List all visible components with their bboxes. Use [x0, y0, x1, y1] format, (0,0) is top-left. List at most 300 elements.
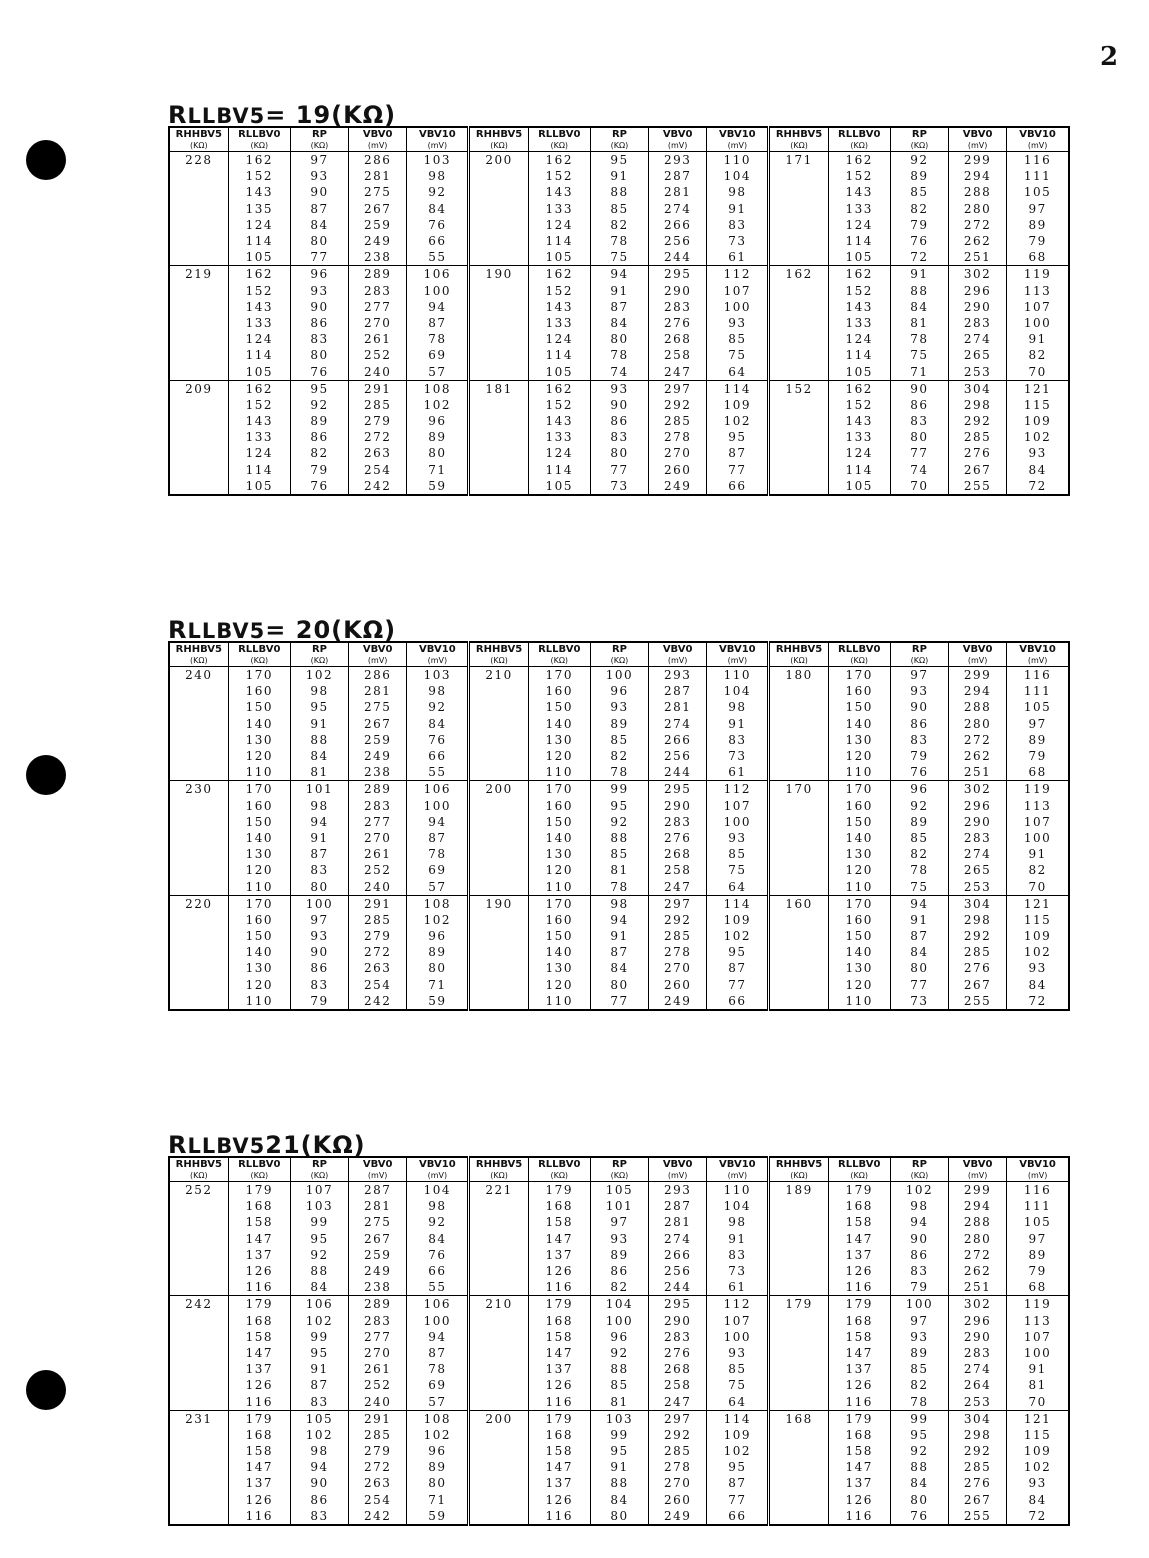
- value-cell: 292: [649, 1427, 707, 1443]
- value-cell: 71: [407, 977, 469, 993]
- value-cell: 279: [349, 928, 407, 944]
- value-cell: 105: [290, 1410, 348, 1427]
- column-header-name: VBV0: [962, 644, 993, 655]
- value-cell: 94: [590, 912, 648, 928]
- table-row: [169, 732, 1069, 748]
- value-cell: 88: [290, 732, 348, 748]
- value-cell: 98: [707, 699, 769, 715]
- value-cell: 147: [228, 1231, 290, 1247]
- value-cell: 252: [349, 862, 407, 878]
- value-cell: 124: [228, 445, 290, 461]
- value-cell: 292: [949, 413, 1007, 429]
- column-header-unit: (KΩ): [850, 656, 869, 665]
- value-cell: 238: [349, 249, 407, 266]
- table-row: [169, 184, 1069, 200]
- value-cell: 82: [290, 445, 348, 461]
- value-cell: 77: [890, 445, 948, 461]
- value-cell: 267: [349, 201, 407, 217]
- value-cell: 100: [407, 283, 469, 299]
- value-cell: 137: [528, 1475, 590, 1491]
- value-cell: 261: [349, 331, 407, 347]
- table-row: [169, 1296, 1069, 1313]
- value-cell: 290: [649, 283, 707, 299]
- column-header-unit: (KΩ): [190, 1171, 208, 1180]
- column-header-unit: (KΩ): [250, 141, 269, 150]
- value-cell: 100: [890, 1296, 948, 1313]
- value-cell: 179: [828, 1182, 890, 1199]
- value-cell: 105: [228, 478, 290, 495]
- column-header-unit: (mV): [367, 656, 388, 665]
- value-cell: 152: [828, 168, 890, 184]
- value-cell: 105: [1007, 699, 1069, 715]
- value-cell: 102: [1007, 429, 1069, 445]
- column-header: [590, 127, 648, 152]
- value-cell: 97: [1007, 201, 1069, 217]
- value-cell: 61: [707, 1279, 769, 1296]
- column-header-unit: (KΩ): [490, 141, 508, 150]
- table-row: [169, 1329, 1069, 1345]
- value-cell: 100: [290, 895, 348, 912]
- value-cell: 111: [1007, 683, 1069, 699]
- value-cell: 249: [349, 233, 407, 249]
- table-row: [169, 299, 1069, 315]
- value-cell: 66: [707, 993, 769, 1010]
- value-cell: 116: [828, 1508, 890, 1525]
- column-header: [590, 1157, 648, 1182]
- value-cell: 120: [828, 862, 890, 878]
- column-header: [707, 642, 769, 667]
- value-cell: 105: [528, 363, 590, 380]
- value-cell: 95: [290, 1231, 348, 1247]
- value-cell: 105: [828, 249, 890, 266]
- value-cell: 278: [649, 429, 707, 445]
- table-row: [169, 168, 1069, 184]
- value-cell: 152: [228, 283, 290, 299]
- value-cell: 283: [349, 1313, 407, 1329]
- value-cell: 98: [290, 798, 348, 814]
- value-cell: 92: [590, 814, 648, 830]
- value-cell: 91: [590, 168, 648, 184]
- value-cell: 294: [949, 683, 1007, 699]
- value-cell: 68: [1007, 764, 1069, 781]
- column-header: [1007, 1157, 1069, 1182]
- value-cell: 147: [828, 1459, 890, 1475]
- value-cell: 137: [828, 1247, 890, 1263]
- value-cell: 89: [890, 168, 948, 184]
- value-cell: 109: [707, 1427, 769, 1443]
- value-cell: 72: [890, 249, 948, 266]
- table-row: [169, 683, 1069, 699]
- column-header-unit: (KΩ): [550, 656, 569, 665]
- column-header-unit: (mV): [667, 1171, 688, 1180]
- value-cell: 96: [590, 683, 648, 699]
- value-cell: 268: [649, 1361, 707, 1377]
- value-cell: 105: [228, 363, 290, 380]
- value-cell: 140: [828, 716, 890, 732]
- value-cell: 94: [407, 299, 469, 315]
- value-cell: 275: [349, 1214, 407, 1230]
- value-cell: 296: [949, 1313, 1007, 1329]
- column-header-name: RP: [311, 129, 327, 140]
- column-header-unit: (KΩ): [850, 141, 869, 150]
- value-cell: 289: [349, 266, 407, 283]
- value-cell: 298: [949, 397, 1007, 413]
- value-cell: 274: [649, 716, 707, 732]
- value-cell: 83: [707, 732, 769, 748]
- value-cell: 88: [590, 184, 648, 200]
- value-cell: 91: [890, 912, 948, 928]
- value-cell: 135: [228, 201, 290, 217]
- column-header-unit: (mV): [727, 141, 748, 150]
- value-cell: 85: [890, 1361, 948, 1377]
- value-cell: 102: [707, 413, 769, 429]
- value-cell: 292: [649, 912, 707, 928]
- table-row: [169, 1410, 1069, 1427]
- value-cell: 57: [407, 878, 469, 895]
- rhhbv5-cell: 220: [169, 895, 228, 1010]
- value-cell: 158: [228, 1329, 290, 1345]
- column-header-name: VBV10: [419, 129, 456, 140]
- value-cell: 115: [1007, 912, 1069, 928]
- value-cell: 294: [949, 1198, 1007, 1214]
- value-cell: 281: [349, 683, 407, 699]
- value-cell: 150: [528, 699, 590, 715]
- column-header-name: RP: [911, 129, 927, 140]
- value-cell: 107: [707, 798, 769, 814]
- title-value: 21(KΩ): [265, 1131, 366, 1159]
- value-cell: 158: [528, 1329, 590, 1345]
- value-cell: 126: [528, 1377, 590, 1393]
- value-cell: 95: [707, 1459, 769, 1475]
- column-header-unit: (mV): [1027, 141, 1048, 150]
- table-row: [169, 764, 1069, 781]
- value-cell: 82: [1007, 862, 1069, 878]
- value-cell: 253: [949, 363, 1007, 380]
- value-cell: 124: [528, 217, 590, 233]
- value-cell: 105: [828, 363, 890, 380]
- value-cell: 283: [349, 283, 407, 299]
- value-cell: 91: [290, 716, 348, 732]
- column-header-unit: (mV): [367, 1171, 388, 1180]
- column-header-name: RLLBV0: [238, 1159, 281, 1170]
- value-cell: 292: [649, 397, 707, 413]
- value-cell: 98: [290, 1443, 348, 1459]
- value-cell: 81: [590, 1393, 648, 1410]
- value-cell: 256: [649, 1263, 707, 1279]
- value-cell: 93: [1007, 1475, 1069, 1491]
- value-cell: 162: [528, 380, 590, 397]
- table-row: [169, 699, 1069, 715]
- binder-hole-1: [26, 140, 66, 180]
- rhhbv5-cell: 210: [469, 667, 528, 781]
- value-cell: 100: [407, 798, 469, 814]
- value-cell: 143: [228, 299, 290, 315]
- value-cell: 92: [407, 1214, 469, 1230]
- value-cell: 84: [890, 1475, 948, 1491]
- value-cell: 113: [1007, 798, 1069, 814]
- value-cell: 93: [290, 283, 348, 299]
- value-cell: 255: [949, 993, 1007, 1010]
- column-header-name: VBV10: [1019, 1159, 1056, 1170]
- value-cell: 83: [290, 1508, 348, 1525]
- value-cell: 119: [1007, 781, 1069, 798]
- rhhbv5-cell: 242: [169, 1296, 228, 1410]
- value-cell: 281: [349, 1198, 407, 1214]
- value-cell: 140: [228, 716, 290, 732]
- table-row: [169, 266, 1069, 283]
- value-cell: 84: [1007, 1492, 1069, 1508]
- value-cell: 126: [828, 1377, 890, 1393]
- value-cell: 255: [949, 1508, 1007, 1525]
- value-cell: 143: [528, 413, 590, 429]
- page-number: 2: [1100, 42, 1119, 72]
- column-header-unit: (KΩ): [550, 1171, 569, 1180]
- column-header: [228, 1157, 290, 1182]
- column-header-name: VBV10: [1019, 644, 1056, 655]
- column-header-unit: (KΩ): [310, 1171, 329, 1180]
- value-cell: 262: [949, 748, 1007, 764]
- value-cell: 91: [1007, 1361, 1069, 1377]
- column-header-unit: (mV): [427, 1171, 448, 1180]
- value-cell: 66: [707, 478, 769, 495]
- value-cell: 104: [707, 1198, 769, 1214]
- value-cell: 76: [407, 732, 469, 748]
- value-cell: 87: [590, 299, 648, 315]
- value-cell: 72: [1007, 478, 1069, 495]
- value-cell: 268: [649, 846, 707, 862]
- value-cell: 110: [228, 764, 290, 781]
- table-row: [169, 1214, 1069, 1230]
- value-cell: 140: [528, 830, 590, 846]
- column-header: [290, 642, 348, 667]
- value-cell: 143: [828, 413, 890, 429]
- value-cell: 77: [590, 993, 648, 1010]
- value-cell: 75: [890, 347, 948, 363]
- value-cell: 272: [949, 1247, 1007, 1263]
- value-cell: 84: [890, 299, 948, 315]
- column-header: [528, 127, 590, 152]
- value-cell: 77: [707, 1492, 769, 1508]
- value-cell: 114: [228, 462, 290, 478]
- value-cell: 283: [349, 798, 407, 814]
- value-cell: 291: [349, 1410, 407, 1427]
- column-header: [169, 642, 228, 667]
- value-cell: 85: [707, 331, 769, 347]
- value-cell: 126: [228, 1377, 290, 1393]
- table-row: [169, 1198, 1069, 1214]
- value-cell: 285: [349, 397, 407, 413]
- value-cell: 170: [528, 895, 590, 912]
- value-cell: 251: [949, 764, 1007, 781]
- value-cell: 92: [407, 184, 469, 200]
- value-cell: 160: [528, 912, 590, 928]
- value-cell: 116: [1007, 1182, 1069, 1199]
- value-cell: 281: [649, 184, 707, 200]
- column-header-unit: (KΩ): [490, 1171, 508, 1180]
- table-row: [169, 429, 1069, 445]
- value-cell: 100: [407, 1313, 469, 1329]
- value-cell: 147: [528, 1459, 590, 1475]
- value-cell: 100: [1007, 830, 1069, 846]
- column-header-name: RP: [311, 1159, 327, 1170]
- value-cell: 93: [707, 830, 769, 846]
- value-cell: 287: [649, 168, 707, 184]
- value-cell: 89: [590, 1247, 648, 1263]
- value-cell: 179: [528, 1410, 590, 1427]
- rhhbv5-cell: 190: [469, 266, 528, 380]
- value-cell: 120: [228, 977, 290, 993]
- column-header-name: RHHBV5: [475, 644, 523, 655]
- value-cell: 110: [228, 878, 290, 895]
- value-cell: 179: [528, 1296, 590, 1313]
- value-cell: 260: [649, 462, 707, 478]
- column-header-name: RLLBV0: [538, 1159, 581, 1170]
- value-cell: 81: [290, 764, 348, 781]
- value-cell: 93: [1007, 960, 1069, 976]
- value-cell: 107: [290, 1182, 348, 1199]
- column-header: [890, 127, 948, 152]
- value-cell: 114: [828, 347, 890, 363]
- value-cell: 110: [528, 764, 590, 781]
- column-header-unit: (KΩ): [790, 656, 808, 665]
- value-cell: 93: [290, 168, 348, 184]
- rhhbv5-cell: 152: [769, 380, 828, 495]
- value-cell: 103: [407, 152, 469, 169]
- value-cell: 78: [890, 331, 948, 347]
- value-cell: 293: [649, 152, 707, 169]
- value-cell: 272: [949, 217, 1007, 233]
- value-cell: 88: [590, 1361, 648, 1377]
- value-cell: 85: [590, 846, 648, 862]
- value-cell: 107: [707, 283, 769, 299]
- value-cell: 59: [407, 1508, 469, 1525]
- table-row: [169, 1492, 1069, 1508]
- value-cell: 76: [890, 233, 948, 249]
- value-cell: 272: [949, 732, 1007, 748]
- value-cell: 274: [649, 1231, 707, 1247]
- value-cell: 168: [828, 1427, 890, 1443]
- value-cell: 88: [590, 830, 648, 846]
- value-cell: 261: [349, 1361, 407, 1377]
- value-cell: 285: [949, 1459, 1007, 1475]
- value-cell: 84: [407, 201, 469, 217]
- value-cell: 95: [290, 380, 348, 397]
- value-cell: 170: [828, 781, 890, 798]
- value-cell: 79: [890, 217, 948, 233]
- column-header-unit: (mV): [427, 141, 448, 150]
- value-cell: 160: [828, 798, 890, 814]
- value-cell: 89: [1007, 217, 1069, 233]
- value-cell: 69: [407, 1377, 469, 1393]
- value-cell: 152: [528, 397, 590, 413]
- value-cell: 93: [590, 699, 648, 715]
- column-header-name: RHHBV5: [175, 1159, 223, 1170]
- value-cell: 86: [290, 960, 348, 976]
- column-header-name: VBV0: [962, 1159, 993, 1170]
- column-header-unit: (KΩ): [550, 141, 569, 150]
- table-row: [169, 716, 1069, 732]
- value-cell: 99: [290, 1329, 348, 1345]
- value-cell: 105: [528, 478, 590, 495]
- value-cell: 79: [890, 1279, 948, 1296]
- value-cell: 86: [590, 1263, 648, 1279]
- column-header-name: RLLBV0: [538, 644, 581, 655]
- value-cell: 274: [949, 331, 1007, 347]
- rhhbv5-cell: 252: [169, 1182, 228, 1296]
- value-cell: 299: [949, 152, 1007, 169]
- value-cell: 93: [890, 683, 948, 699]
- value-cell: 96: [890, 781, 948, 798]
- value-cell: 89: [890, 1345, 948, 1361]
- value-cell: 126: [228, 1492, 290, 1508]
- column-header: [469, 642, 528, 667]
- value-cell: 92: [890, 1443, 948, 1459]
- value-cell: 143: [228, 184, 290, 200]
- value-cell: 119: [1007, 1296, 1069, 1313]
- value-cell: 110: [707, 152, 769, 169]
- value-cell: 95: [590, 1443, 648, 1459]
- value-cell: 116: [828, 1279, 890, 1296]
- rhhbv5-cell: 181: [469, 380, 528, 495]
- value-cell: 105: [828, 478, 890, 495]
- value-cell: 85: [590, 732, 648, 748]
- value-cell: 89: [590, 716, 648, 732]
- table-row: [169, 1231, 1069, 1247]
- value-cell: 102: [707, 1443, 769, 1459]
- value-cell: 64: [707, 1393, 769, 1410]
- value-cell: 251: [949, 249, 1007, 266]
- value-cell: 302: [949, 781, 1007, 798]
- column-header-unit: (mV): [967, 141, 988, 150]
- value-cell: 143: [828, 184, 890, 200]
- column-header: [949, 1157, 1007, 1182]
- value-cell: 126: [228, 1263, 290, 1279]
- value-cell: 107: [1007, 299, 1069, 315]
- value-cell: 116: [528, 1393, 590, 1410]
- value-cell: 80: [407, 1475, 469, 1491]
- column-header-unit: (KΩ): [190, 141, 208, 150]
- table-row: [169, 993, 1069, 1010]
- value-cell: 78: [890, 862, 948, 878]
- value-cell: 290: [949, 814, 1007, 830]
- table-block-19k: [168, 102, 1070, 496]
- value-cell: 55: [407, 249, 469, 266]
- value-cell: 120: [228, 862, 290, 878]
- value-cell: 94: [590, 266, 648, 283]
- value-cell: 152: [228, 168, 290, 184]
- value-cell: 105: [590, 1182, 648, 1199]
- value-cell: 105: [528, 249, 590, 266]
- table-title: [168, 102, 1070, 128]
- value-cell: 94: [407, 814, 469, 830]
- value-cell: 276: [949, 1475, 1007, 1491]
- value-cell: 247: [649, 363, 707, 380]
- column-header-name: RP: [911, 1159, 927, 1170]
- value-cell: 162: [228, 380, 290, 397]
- value-cell: 120: [828, 977, 890, 993]
- value-cell: 104: [590, 1296, 648, 1313]
- value-cell: 285: [949, 429, 1007, 445]
- value-cell: 98: [407, 168, 469, 184]
- value-cell: 87: [407, 315, 469, 331]
- value-cell: 152: [828, 283, 890, 299]
- value-cell: 260: [649, 977, 707, 993]
- resistance-table: [168, 126, 1070, 496]
- rhhbv5-cell: 190: [469, 895, 528, 1010]
- value-cell: 109: [1007, 413, 1069, 429]
- value-cell: 283: [649, 1329, 707, 1345]
- value-cell: 267: [949, 977, 1007, 993]
